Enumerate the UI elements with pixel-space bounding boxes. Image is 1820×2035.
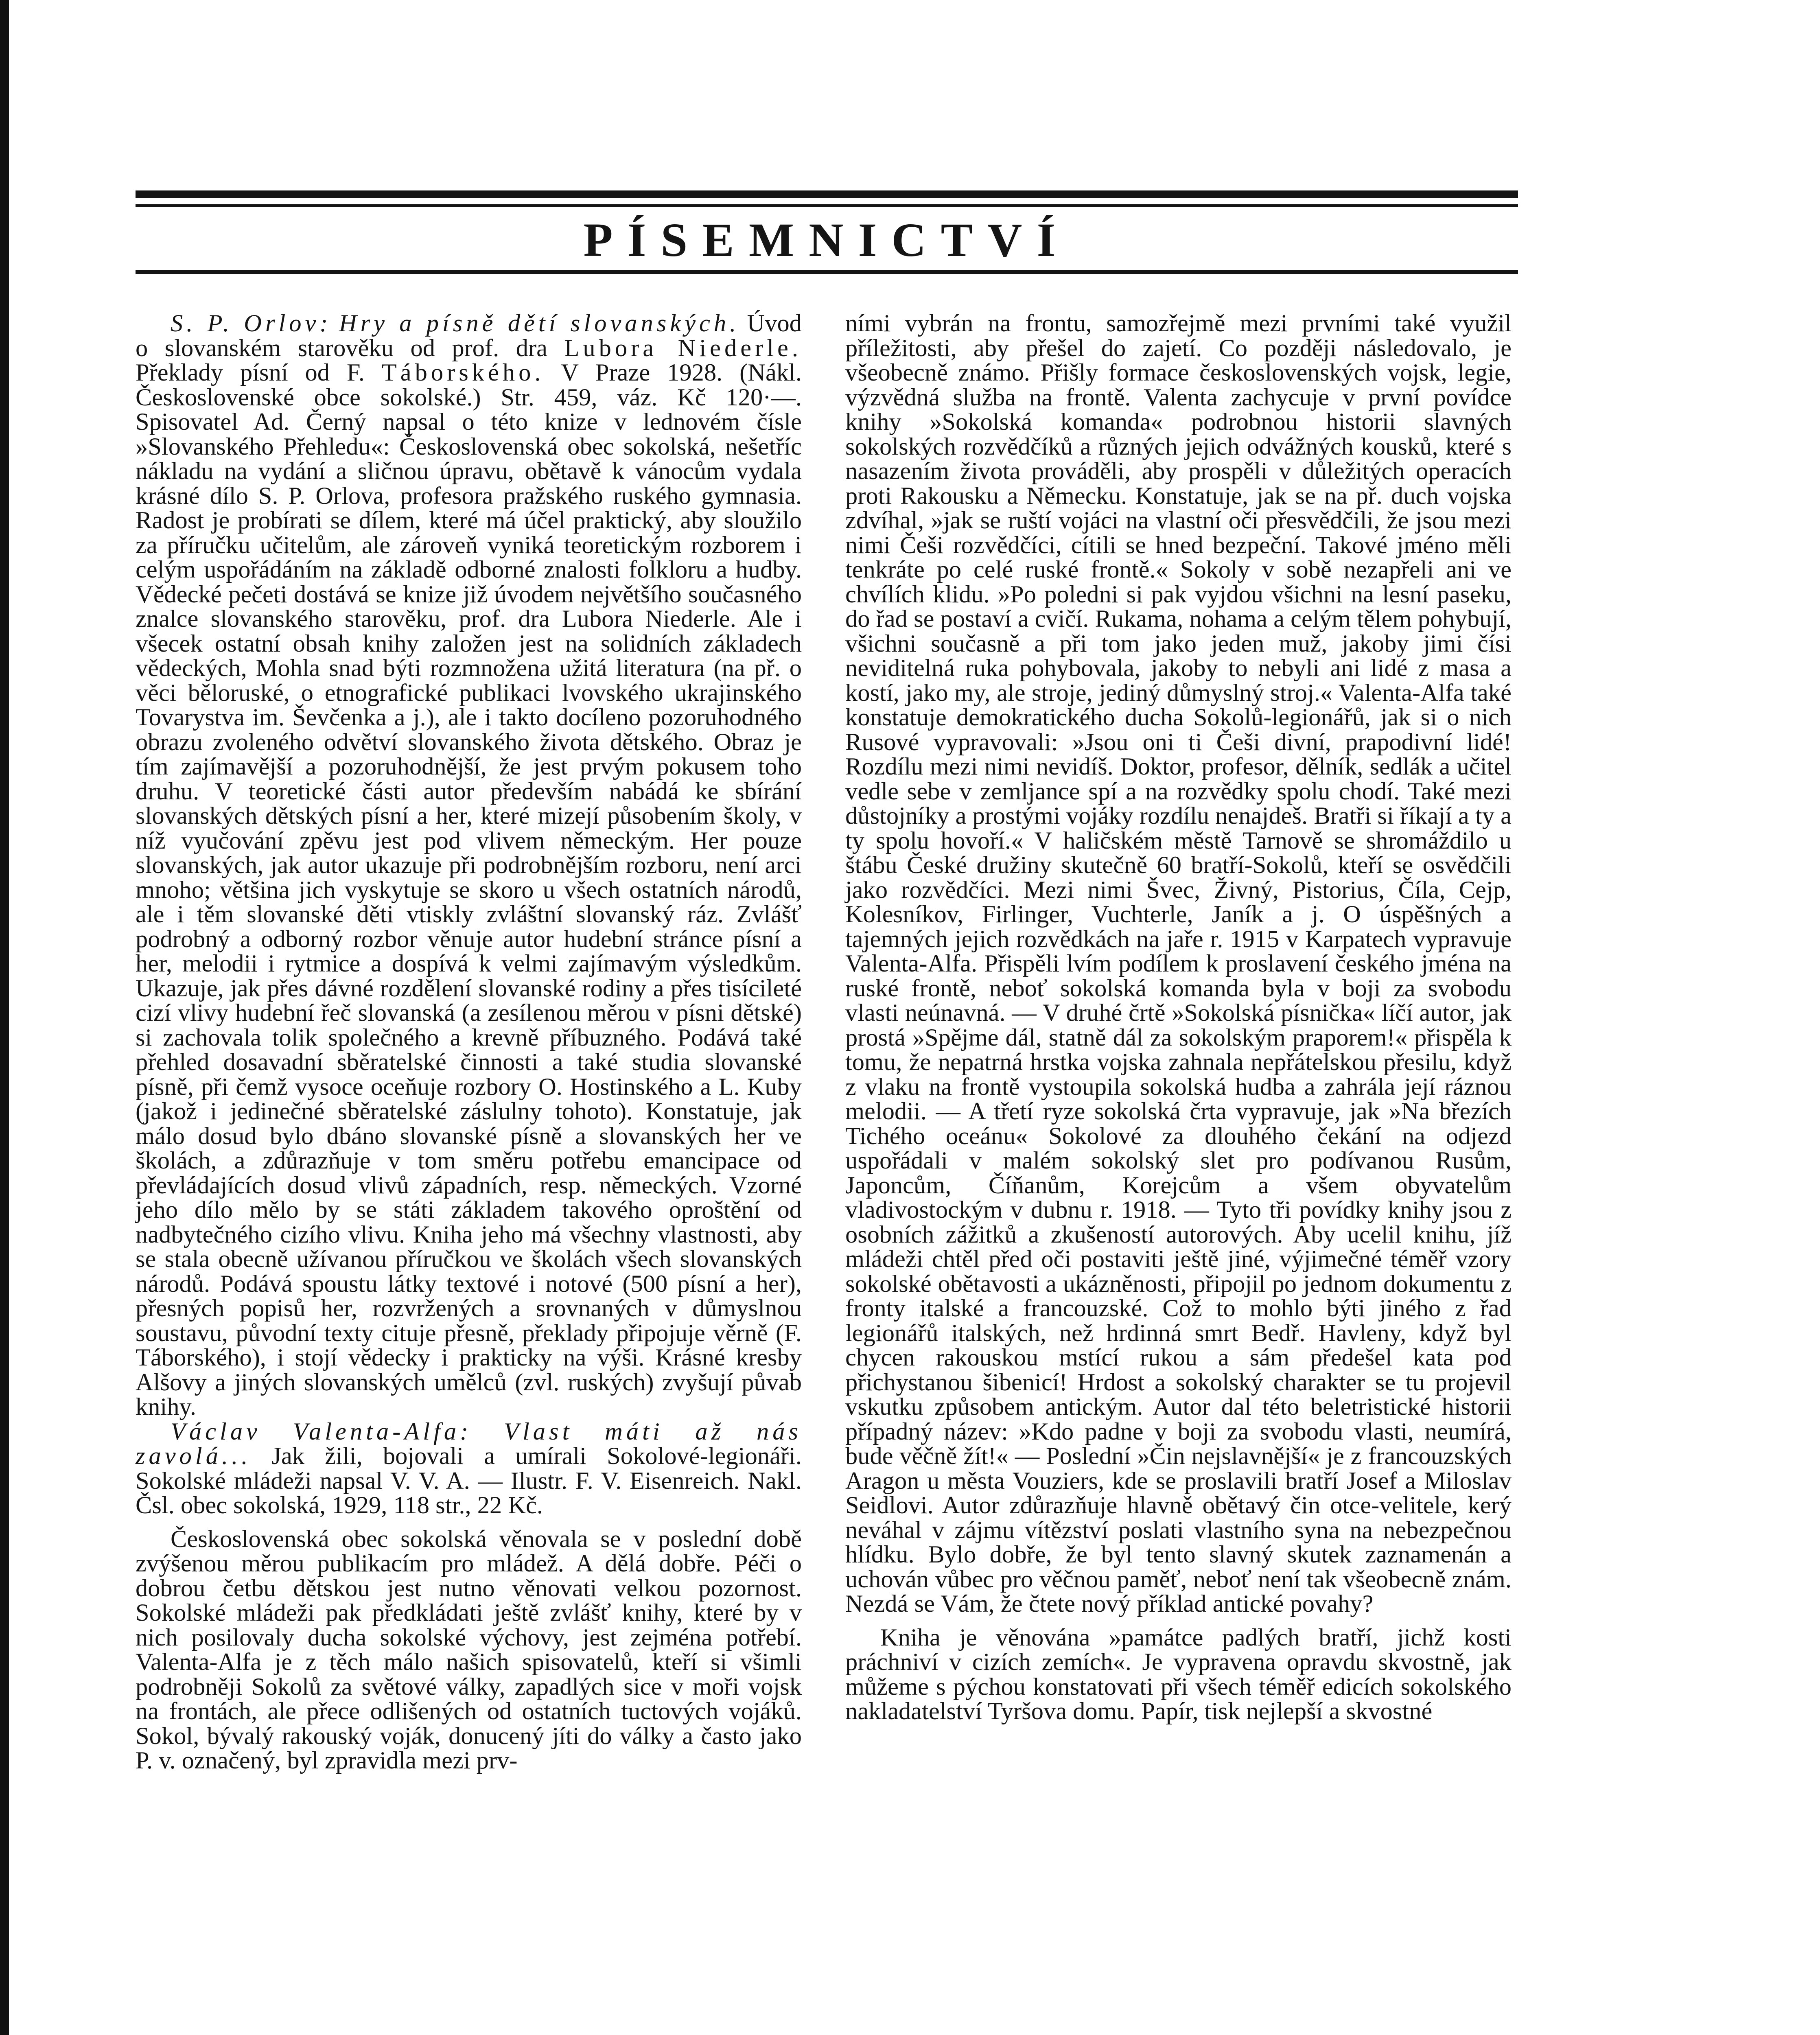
left-column bbox=[136, 311, 802, 1773]
person-name: Lubora Niederle. bbox=[564, 334, 802, 362]
section-title: PÍSEMNICTVÍ bbox=[583, 213, 1070, 267]
review-text: Překlady písní od F. bbox=[136, 359, 365, 386]
header-rule-thin bbox=[136, 204, 1518, 207]
header-rule-bottom bbox=[136, 270, 1518, 274]
person-name: Táborského. bbox=[381, 359, 545, 386]
review-paragraph: Kniha je věnována »památce padlých bratří, jichž kosti práchniví v cizích zemích«. Je vypravena opravdu skvostně, jak můžeme s pýchou konstatovati při všech téměř edicích sokolského nakladatelství Tyršova domu. Papír, tisk nejlepší a skvostné bbox=[845, 1624, 1512, 1725]
review-valenta bbox=[136, 1420, 802, 1518]
review-text: Úvod o slovanském starověku od prof. dra bbox=[136, 310, 802, 362]
review-book-title: Hry a písně dětí slovanských. bbox=[339, 310, 740, 337]
review-heading: Václav Valenta-Alfa: Vlast máti až nás zavolá... bbox=[136, 1418, 802, 1470]
review-paragraph: ními vybrán na frontu, samozřejmě mezi prvními také využil příležitosti, aby přešel do zajetí. Co později následovalo, je všeobecně známo. Přišly formace československých vojsk, legie, výzvědná služba na frontě. Valenta zachycuje v první povídce knihy »Sokolská komanda« podrobnou historii slavných sokolských rozvědčíků a různých jejich odvážných kousků, které s nasazením života prováděli, aby prospěli v důležitých operacích proti Rakousku a Německu. Konstatuje, jak se na př. duch vojska zdvíhal, »jak se ruští vojáci na vlastní oči přesvědčili, že jsou mezi nimi Češi rozvědčíci, cítili se hned bezpeční. Takové jméno měli tenkráte po celé ruské frontě.« Sokoly v sobě nezapřeli ani ve chvílích klidu. »Po poledni si pak vyjdou všichni na lesní paseku, do řad se postaví a cvičí. Rukama, nohama a celým tělem pohybují, všichni současně a při tom jako jeden muž, jakoby jimi čísi neviditelná ruka pohybovala, jakoby to nebyli ani lidé z masa a kostí, jako my, ale stroje, jediný důmyslný stroj.« Valenta-Alfa také konstatuje demokratického ducha Sokolů-legionářů, jak si o nich Rusové vypravovali: »Jsou oni ti Češi divní, prapodivní lidé! Rozdílu mezi nimi nevidíš. Doktor, profesor, dělník, sedlák a učitel vedle sebe v zemljance spí a na rozvědky spolu chodí. Také mezi důstojníky a prostými vojáky rozdílu nenajdeš. Bratři si říkají a ty a ty spolu hovoří.« V haličském městě Tarnově se shromáždilo u štábu České družiny skutečně 60 bratří-Sokolů, kteří se osvědčili jako rozvědčíci. Mezi nimi Švec, Živný, Pistorius, Číla, Cejp, Kolesníkov, Firlinger, Vuchterle, Janík a j. O úspěšných a tajemných jejich rozvědkách na jaře r. 1915 v Karpatech vypravuje Valenta-Alfa. Přispěli lvím podílem k proslavení českého jména na ruské frontě, neboť sokolská komanda byla v boji za svobodu vlasti neúnavná. — V druhé črtě »Sokolská písnička« líčí autor, jak prostá »Spějme dál, statně dál za sokolským praporem!« přispěla k tomu, že nepatrná hrstka vojska zahnala nepřátelskou přesilu, když z vlaku na frontě vystoupila sokolská hudba a zahrála její ráznou melodii. — A třetí ryze sokolská črta vypravuje, jak »Na březích Tichého oceánu« Sokolové za dlouhého čekání na odjezd uspořádali v malém sokolský slet pro podívanou Rusům, Japoncům, Číňanům, Korejcům a všem obyvatelům vladivostockým v dubnu r. 1918. — Tyto tři povídky knihy jsou z osobních zážitků a zkušeností autorových. Aby ucelil knihu, jíž mládeži chtěl před oči postaviti ještě jiné, výjimečné téměř vzory sokolské obětavosti a ukázněnosti, připojil po jednom dokumentu z fronty italské a francouzské. Což to mohlo býti jiného z řad legionářů italských, než hrdinná smrt Bedř. Havleny, když byl chycen rakouskou mstící rukou a sám předešel kata pod přichystanou šibenicí! Hrdost a sokolský charakter se tu projevil vskutku způsobem antickým. Autor dal této beletristické historii případný název: »Kdo padne v boji za svobodu vlasti, neumírá, bude věčně žít!« — Poslední »Čin nejslavnější« je z francouzských Aragon u města Vouziers, kde se proslavili bratří Josef a Miloslav Seidlovi. Autor zdůrazňuje hlavně obětavý čin otce-velitele, kerý neváhal v zájmu vítězství poslati vlastního syna na nebezpečnou hlídku. Bylo dobře, že byl tento slavný skutek zaznamenán a uchován vůbec pro věčnou paměť, neboť není tak všeobecně znám. Nezdá se Vám, že čtete nový příklad antické povahy? bbox=[845, 310, 1512, 1617]
review-author: S. P. Orlov: bbox=[171, 310, 332, 337]
review-orlov bbox=[136, 311, 802, 1420]
review-text: Jak žili, bojovali a umírali Sokolové-legionáři. Sokolské mládeži napsal V. V. A. — Ilustr. F. V. Eisenreich. Nakl. Čsl. obec sokolská, 1929, 118 str., 22 Kč. bbox=[136, 1442, 802, 1519]
right-column bbox=[845, 311, 1512, 1724]
page-edge-shadow bbox=[0, 0, 9, 2035]
review-paragraph: Československá obec sokolská věnovala se v poslední době zvýšenou měrou publikacím pro mládež. A dělá dobře. Péči o dobrou četbu dětskou jest nutno věnovati velkou pozornost. Sokolské mládeži pak předkládati ještě zvlášť knihy, které by v nich posilovaly ducha sokolské výchovy, jest zejména potřebí. Valenta-Alfa je z těch málo našich spisovatelů, kteří si všimli podrobněji Sokolů za světové války, zapadlých sice v moři vojsk na frontách, ale přece odlišených od ostatních tuctových vojáků. Sokol, bývalý rakouský voják, donucený jíti do války a často jako P. v. označený, byl zpravidla mezi prv- bbox=[136, 1525, 802, 1774]
header-rule-thick bbox=[136, 190, 1518, 198]
review-text: V Praze 1928. (Nákl. Československé obce sokolské.) Str. 459, váz. Kč 120·—. Spisovatel Ad. Černý napsal o této knize v lednovém čísle »Slovanského Přehledu«: Československá obec sokolská, nešetříc nákladu na vydání a sličnou úpravu, obětavě k vánocům vydala krásné dílo S. P. Orlova, profesora pražského ruského gymnasia. Radost je probírati se dílem, které má účel praktický, aby sloužilo za příručku učitelům, ale zároveň vyniká teoretickým rozborem i celým uspořádáním na základě odborné znalosti folkloru a hudby. Vědecké pečeti dostává se knize již úvodem největšího současného znalce slovanského starověku, prof. dra Lubora Niederle. Ale i všecek ostatní obsah knihy založen jest na solidních základech vědeckých, Mohla snad býti rozmnožena užitá literatura (na př. o věci běloruské, o etnografické publikaci lvovského ukrajinského Tovarystva im. Ševčenka a j.), ale i takto docíleno pozoruhodného obrazu zvoleného odvětví slovanského života dětského. Obraz je tím zajímavější a pozoruhodnější, že jest prvým pokusem toho druhu. V teoretické části autor především nabádá ke sbírání slovanských dětských písní a her, které mizejí působením školy, v níž vyučování zpěvu jest pod vlivem německým. Her pouze slovanských, jak autor ukazuje při podrobnějším rozboru, není arci mnoho; většina jich vyskytuje se skoro u všech ostatních národů, ale i těm slovanské děti vtiskly zvláštní slovanský ráz. Zvlášť podrobný a odborný rozbor věnuje autor hudební stránce písní a her, melodii i rytmice a dospívá k velmi zajímavým výsledkům. Ukazuje, jak přes dávné rozdělení slovanské rodiny a přes tisícileté cizí vlivy hudební řeč slovanská (a zesílenou měrou v písni dětské) si zachovala tolik společného a krevně příbuzného. Podává také přehled dosavadní sběratelské činnosti a také studia slovanské písně, při čemž vysoce oceňuje rozbory O. Hostinského a L. Kuby (jakož i jedinečné sběratelské záslulny tohoto). Konstatuje, jak málo dosud bylo dbáno slovanské písně a slovanských her ve školách, a zdůrazňuje v tom směru potřebu emancipace od převládajících dosud vlivů západních, resp. německých. Vzorné jeho dílo mělo by se státi základem takového oproštění od nadbytečného cizího vlivu. Kniha jeho má všechny vlastnosti, aby se stala obecně užívanou příručkou ve školách všech slovanských národů. Podává spoustu látky textové i notové (500 písní a her), přesných popisů her, rozvržených a srovnaných v důmyslnou soustavu, původní texty cituje přesně, překlady připojuje věrně (F. Táborského), i stojí vědecky i prakticky na výši. Krásné kresby Alšovy a jiných slovanských umělců (zvl. ruských) zvyšují půvab knihy. bbox=[136, 359, 802, 1420]
